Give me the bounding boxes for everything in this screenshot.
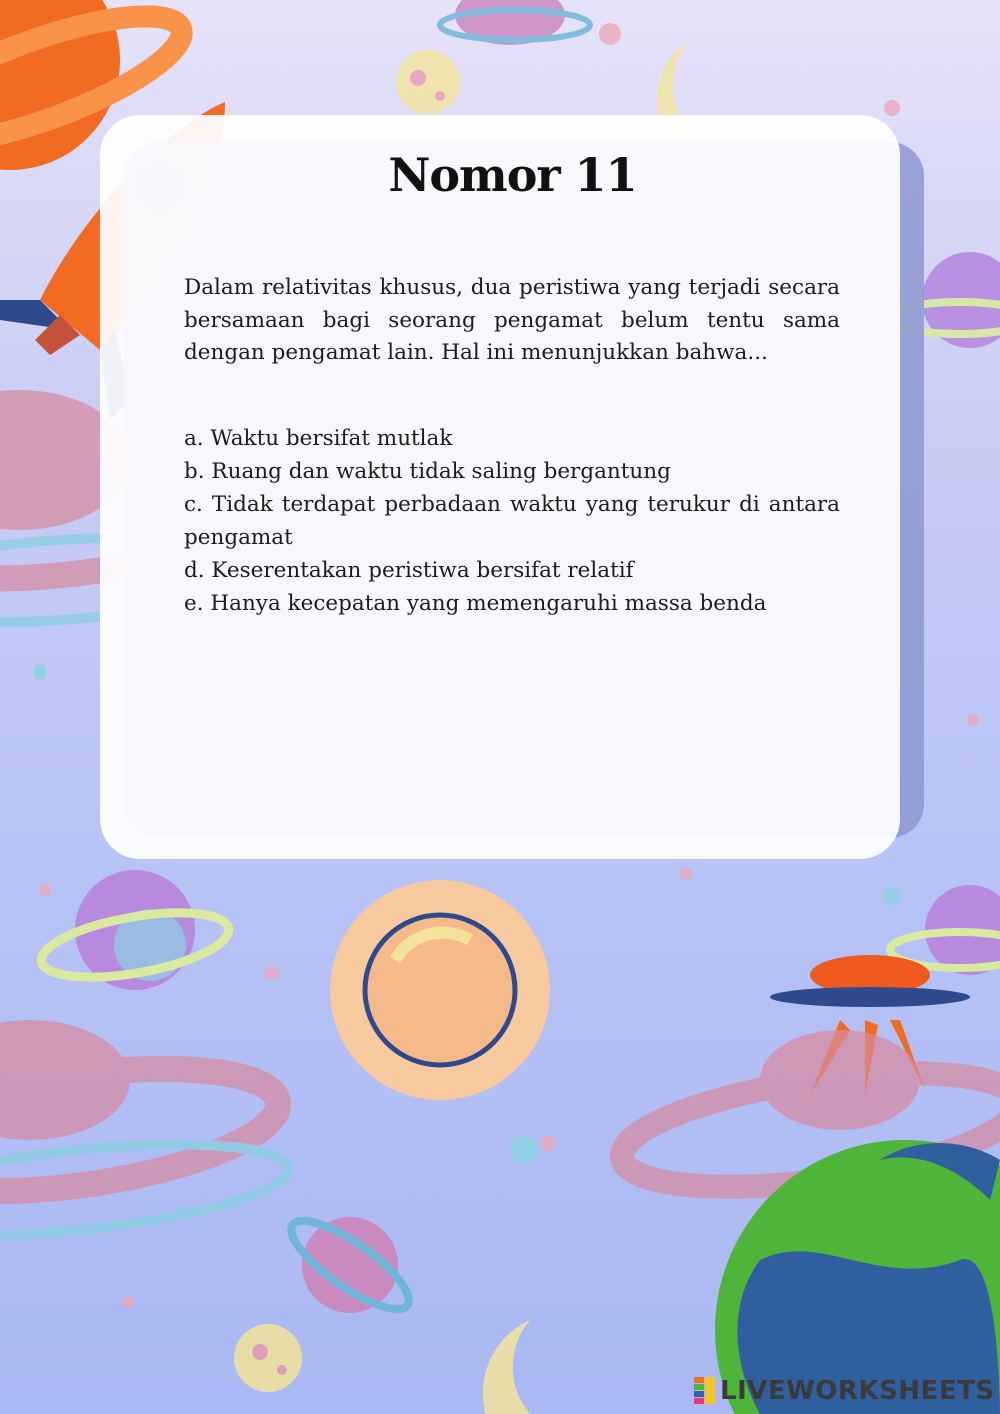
asteroid-icon: [234, 1324, 302, 1392]
moon-icon: [483, 1320, 640, 1414]
answer-option-a: a. Waktu bersifat mutlak: [184, 426, 453, 451]
brand-name: LIVEWORKSHEETS: [720, 1376, 995, 1406]
question-text: Dalam relativitas khusus, dua peristiwa yang terjadi secara bersamaan bagi seorang pengamat belum tentu sama dengan pengamat lain. Hal ini menunjukkan bahwa...: [184, 275, 840, 365]
answer-option-b: b. Ruang dan waktu tidak saling bergantung: [184, 459, 671, 484]
answer-option-c: c. Tidak terdapat perbadaan waktu yang terukur di antara pengamat: [184, 492, 840, 550]
sun-icon: [330, 880, 550, 1100]
planet-icon: [280, 1207, 420, 1323]
planet-icon: [440, 0, 590, 45]
planet-icon: [0, 1020, 293, 1252]
brand-watermark[interactable]: [694, 1376, 995, 1406]
asteroid-icon: [396, 50, 460, 114]
planet-icon: [37, 870, 234, 990]
page-title: Nomor 11: [388, 148, 637, 202]
answer-option-d: d. Keserentakan peristiwa bersifat relatif: [184, 558, 634, 583]
answer-option-e: e. Hanya kecepatan yang memengaruhi massa benda: [184, 591, 767, 616]
answer-options: [184, 422, 840, 620]
liveworksheets-logo-icon: [694, 1377, 716, 1405]
